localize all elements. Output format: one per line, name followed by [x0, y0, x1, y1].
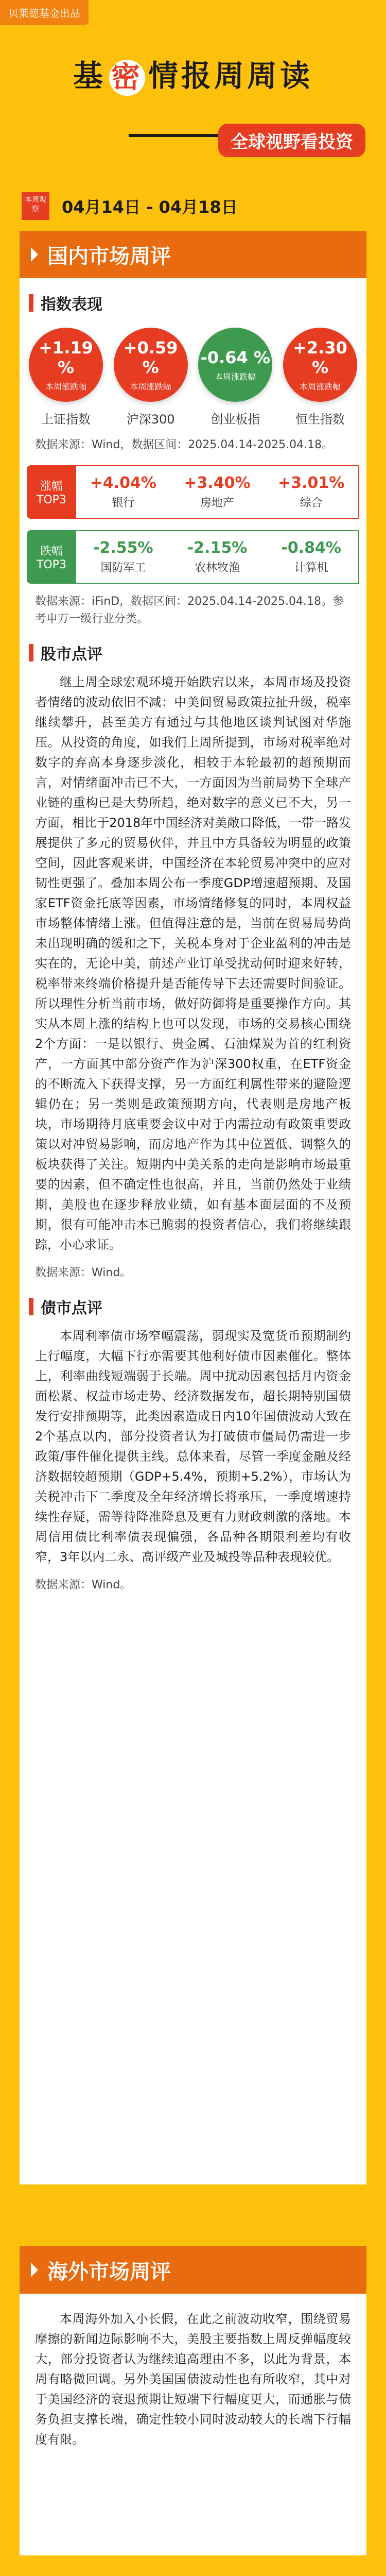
stock-source: 数据来源：Wind。	[35, 1266, 132, 1279]
losers-items	[76, 530, 359, 584]
index-name: 上证指数	[41, 412, 91, 427]
sector-name: 房地产	[200, 497, 235, 510]
index-circle	[114, 328, 188, 402]
section-title: 国内市场周评	[47, 244, 171, 268]
index-value: +0.59 %	[123, 337, 178, 377]
index-name: 创业板指	[210, 412, 260, 427]
play-icon	[31, 2263, 38, 2277]
losers-label-b: TOP3	[36, 558, 67, 571]
index-value: -0.64 %	[200, 347, 271, 367]
index-row	[20, 328, 366, 427]
subheading-bond	[29, 1295, 366, 1318]
bond-source: 数据来源：Wind。	[35, 1579, 132, 1591]
sector-name: 银行	[112, 497, 135, 510]
index-source: 数据来源：Wind，数据区间：2025.04.14-2025.04.18。	[35, 438, 334, 451]
sector-value: -2.15%	[187, 539, 248, 557]
bond-commentary: 本周利率债市场窄幅震荡，弱现实及宽货币预期制约上行幅度，大幅下行亦需要其他利好债市因素催化。整体上，利率曲线短端弱于长端。周中扰动因素包括月内资金面松紧、权益市场走势、经济数据发布，超长期特别国债发行安排预期等，此类因素造成日内10年国债波动大致在2个基点以内，部分投资者认为打破债市僵局仍需进一步政策/事件催化提供主线。总体来看，尽管一季度金融及经济数据较超预期（GDP+5.4%，预期+5.2%），市场认为关税冲击下二季度及全年经济增长将承压，一季度增速持续性存疑，需等待降准降息及更有力财政刺激的落地。本周信用债比利率债表现偏强，各品种各期限利差均有收窄，3年以内二永、高评级产业及城投等品种表现较优。	[35, 1329, 351, 1564]
sector-item	[170, 531, 265, 583]
overseas-commentary: 本周海外加入小长假，在此之前波动收窄，围绕贸易摩擦的新闻边际影响不大，美股主要指数上周反弹幅度较大，部分投资者认为继续追高理由不多，以此为背景，本周有略微回调。另外美国国债波动性也有所收窄，其中对于美国经济的衰退预期让短端下行幅度更大，而通胀与债务负担支撑长端，确定性较小同时波动较大的长端下行幅度有限。	[35, 2312, 351, 2447]
hero-banner	[0, 31, 386, 152]
gainers-top3	[27, 465, 359, 519]
gainers-label-a: 涨幅	[40, 480, 63, 493]
section-title: 海外市场周评	[47, 2260, 171, 2284]
hero-title-part-b: 情报周周读	[148, 58, 313, 93]
sector-value: +4.04%	[90, 474, 156, 492]
sector-value: -2.55%	[93, 539, 153, 557]
gainers-label	[27, 465, 76, 519]
index-name: 沪深300	[126, 412, 175, 427]
sector-value: -0.84%	[281, 539, 341, 557]
play-icon	[31, 247, 38, 262]
sector-name: 国防军工	[100, 562, 146, 574]
subheading-stock	[29, 641, 366, 664]
index-caption: 本周涨跌幅	[215, 371, 256, 382]
index-item	[114, 328, 188, 427]
losers-label	[27, 530, 76, 584]
index-circle	[29, 328, 103, 402]
index-item	[198, 328, 272, 427]
losers-label-a: 跌幅	[40, 545, 63, 558]
domestic-card	[20, 231, 366, 2184]
overseas-card	[20, 2246, 366, 2555]
sector-name: 综合	[300, 497, 323, 510]
date-row	[22, 191, 238, 222]
index-value: +1.19 %	[39, 337, 93, 377]
hero-title	[0, 52, 386, 96]
hero-subtitle: 全球视野看投资	[218, 124, 365, 157]
index-name: 恒生指数	[295, 412, 345, 427]
losers-top3	[27, 530, 359, 584]
sector-name: 农林牧渔	[195, 562, 240, 574]
subheading-title: 指数表现	[41, 296, 102, 314]
index-item	[29, 328, 103, 427]
index-item	[283, 328, 357, 427]
gainers-items	[76, 465, 359, 519]
sector-item	[264, 531, 358, 583]
accent-bar	[29, 644, 33, 662]
hero-title-part-a: 基	[73, 58, 106, 93]
arrow-decoration	[129, 134, 232, 137]
sector-name: 计算机	[294, 562, 328, 574]
index-circle	[198, 328, 272, 402]
sector-source: 数据来源：iFinD，数据区间：2025.04.14-2025.04.18。参考申万一级行业分类。	[35, 595, 344, 625]
date-range: 04月14日 - 04月18日	[62, 197, 238, 217]
accent-bar	[29, 294, 33, 312]
sector-item	[76, 531, 170, 583]
subheading-title: 债市点评	[41, 1299, 102, 1317]
index-value: +2.30 %	[293, 337, 347, 377]
section-header-overseas	[20, 2246, 366, 2294]
sector-value: +3.01%	[278, 474, 345, 492]
index-caption: 本周涨跌幅	[130, 381, 171, 392]
brand-tag: 贝莱德基金出品	[0, 0, 89, 25]
index-circle	[283, 328, 357, 402]
subheading-index	[29, 292, 366, 314]
subheading-title: 股市点评	[41, 646, 102, 664]
week-badge: 本周观察	[22, 192, 49, 220]
gainers-label-b: TOP3	[36, 494, 67, 506]
section-header-domestic	[20, 231, 366, 278]
index-caption: 本周涨跌幅	[299, 381, 341, 392]
hero-title-circle-char: 密	[109, 60, 145, 96]
sector-item	[170, 466, 265, 518]
index-caption: 本周涨跌幅	[45, 381, 86, 392]
sector-value: +3.40%	[184, 474, 251, 492]
sector-item	[264, 466, 358, 518]
sector-item	[76, 466, 170, 518]
stock-commentary: 继上周全球宏观环境开始跌宕以来，本周市场及投资者情绪的波动依旧不减：中美间贸易政策拉扯升级，税率继续攀升，甚至美方有通过与其他地区谈判试图对华施压。从投资的角度，如我们上周所提到，市场对税率绝对数字的弃高本身逐步淡化，相较于本轮最初的超预期而言，对情绪面冲击已不大，一方面因为当前局势下全球产业链的重构已是大势所趋，绝对数字的意义已不大，另一方面，相比于2018年中国经济对美敞口降低，一带一路发展提供了多元的贸易伙伴，并且中方具备较为明显的政策空间，因此客观来讲，中国经济在本轮贸易冲突中的应对韧性更强了。叠加本周公布一季度GDP增速超预期、及国家ETF资金托底等因素，市场情绪修复的同时，本周权益市场整体情绪上涨。但值得注意的是，当前在贸易局势尚未出现明确的缓和之下，关税本身对于企业盈利的冲击是实在的，无论中美，前述产业订单受扰动何时迎来好转，税率带来终端价格提升是否能传导下去还需要时间验证。所以理性分析当前市场，做好防御将是重要操作方向。其实从本周上涨的结构上也可以发现，市场的交易核心围绕2个方面：一是以银行、贵金属、石油煤炭为首的红利资产，一方面其中部分资产作为沪深300权重，在ETF资金的不断流入下获得支撑，另一方面红利属性带来的避险逻辑仍在；另一类则是政策预期方向，代表则是房地产板块，市场期待月底重要会议中对于内需拉动有政策重要政策以对冲贸易影响，而房地产作为其中位置低、调整久的板块获得了关注。短期内中美关系的走向是影响市场最重要的因素，但不确定性也很高，并且，当前仍然处于业绩期，美股也在逐步释放业绩，如有基本面层面的不及预期，很有可能冲击本已脆弱的投资者信心，我们将继续跟踪，小心求证。	[35, 675, 351, 1252]
accent-bar	[29, 1298, 33, 1315]
